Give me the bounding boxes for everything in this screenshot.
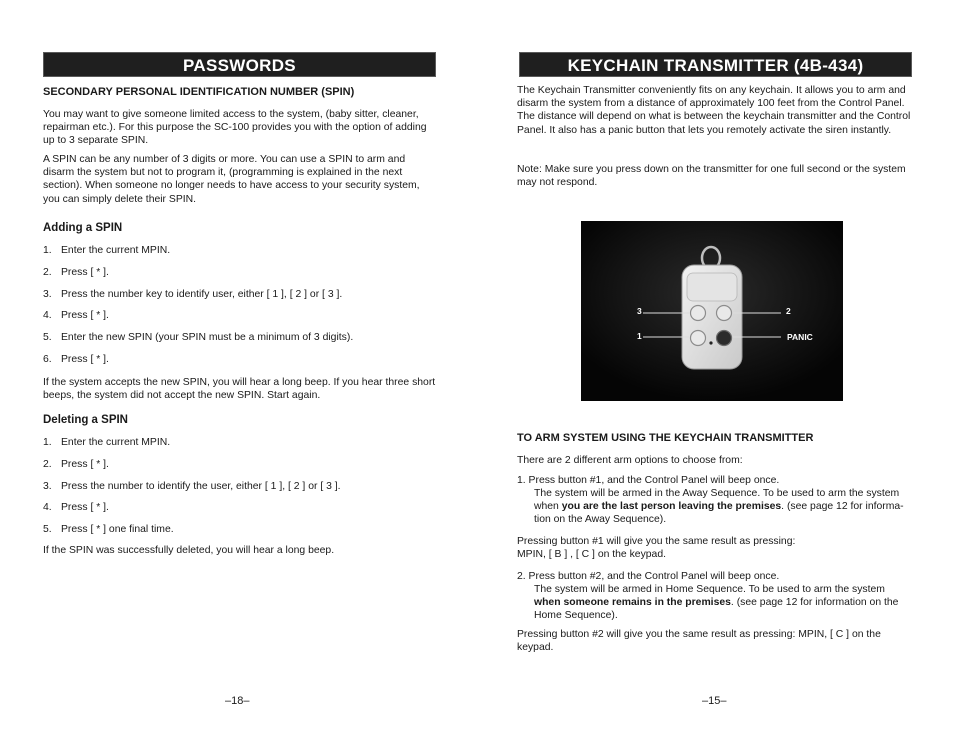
transmitter-button-2 bbox=[717, 306, 732, 321]
spin-section-title: SECONDARY PERSONAL IDENTIFICATION NUMBER (SPIN) bbox=[43, 86, 355, 98]
arm-options-intro: There are 2 different arm options to choose from: bbox=[517, 455, 743, 466]
option-2-equivalent: Pressing button #2 will give you the same result as pressing: MPIN, [ C ] on the keypad. bbox=[517, 629, 881, 654]
list-item: 6. Press [ * ]. bbox=[43, 354, 109, 365]
spin-intro-paragraph-2: A SPIN can be any number of 3 digits or more. You can use a SPIN to arm and disarm the system but not to program it, (programming is explained in the next section). When someone no longer needs to have access to your security system, you can simply delete their SPIN. bbox=[43, 154, 420, 205]
transmitter-panic-button bbox=[717, 331, 732, 346]
label-panic: PANIC bbox=[787, 332, 813, 342]
adding-spin-heading: Adding a SPIN bbox=[43, 222, 123, 234]
label-button-3: 3 bbox=[637, 306, 642, 316]
transmitter-button-3 bbox=[691, 306, 706, 321]
list-item: 3. Press the number to identify the user, either [ 1 ], [ 2 ] or [ 3 ]. bbox=[43, 481, 341, 492]
option-1-description: The system will be armed in the Away Sequence. To be used to arm the system when you are the last person leaving the premises. (see page 12 for informa-tion on the Away Sequence). bbox=[534, 488, 904, 526]
list-item: 5. Press [ * ] one final time. bbox=[43, 524, 174, 535]
list-item: 2. Press [ * ]. bbox=[43, 267, 109, 278]
keychain-intro-paragraph: The Keychain Transmitter conveniently fits on any keychain. It allows you to arm and disarm the system from a distance of approximately 100 feet from the Control Panel. The distance will depend on what is between the keychain transmitter and the Control Panel. It also has a panic button that lets you remotely activate the siren instantly. bbox=[517, 85, 911, 136]
option-2-line: 2. Press button #2, and the Control Panel will beep once. bbox=[517, 571, 780, 582]
label-button-1: 1 bbox=[637, 331, 642, 341]
label-button-2: 2 bbox=[786, 306, 791, 316]
keychain-transmitter-photo bbox=[581, 221, 843, 401]
option-2-description: The system will be armed in Home Sequence. To be used to arm the system when someone remains in the premises. (see page 12 for information on the Home Sequence). bbox=[534, 584, 899, 622]
deleting-spin-heading: Deleting a SPIN bbox=[43, 414, 128, 426]
list-item: 3. Press the number key to identify user, either [ 1 ], [ 2 ] or [ 3 ]. bbox=[43, 289, 343, 300]
option-1-equivalent-a: Pressing button #1 will give you the same result as pressing: bbox=[517, 536, 796, 547]
page-number: –18– bbox=[225, 695, 250, 707]
keychain-note: Note: Make sure you press down on the transmitter for one full second or the system may not respond. bbox=[517, 164, 906, 189]
deleting-result-note: If the SPIN was successfully deleted, you will hear a long beep. bbox=[43, 545, 335, 556]
option-1-line: 1. Press button #1, and the Control Panel will beep once. bbox=[517, 475, 780, 486]
transmitter-button-1 bbox=[691, 331, 706, 346]
list-item: 5. Enter the new SPIN (your SPIN must be a minimum of 3 digits). bbox=[43, 332, 354, 343]
adding-result-note: If the system accepts the new SPIN, you will hear a long beep. If you hear three short beeps, the system did not accept the new SPIN. Start again. bbox=[43, 377, 436, 402]
passwords-banner: PASSWORDS bbox=[43, 52, 436, 77]
list-item: 1. Enter the current MPIN. bbox=[43, 245, 171, 256]
list-item: 4. Press [ * ]. bbox=[43, 502, 109, 513]
list-item: 4. Press [ * ]. bbox=[43, 310, 109, 321]
spin-intro-paragraph-1: You may want to give someone limited access to the system, (baby sitter, cleaner, repairman etc.). For this purpose the SC-100 provides you with the option of adding up to 3 separate SPIN. bbox=[43, 109, 427, 147]
page-number: –15– bbox=[702, 695, 727, 707]
arm-system-heading: TO ARM SYSTEM USING THE KEYCHAIN TRANSMITTER bbox=[517, 432, 814, 444]
list-item: 1. Enter the current MPIN. bbox=[43, 437, 171, 448]
option-1-equivalent-b: MPIN, [ B ] , [ C ] on the keypad. bbox=[517, 549, 666, 560]
keychain-banner: KEYCHAIN TRANSMITTER (4B-434) bbox=[519, 52, 912, 77]
list-item: 2. Press [ * ]. bbox=[43, 459, 109, 470]
